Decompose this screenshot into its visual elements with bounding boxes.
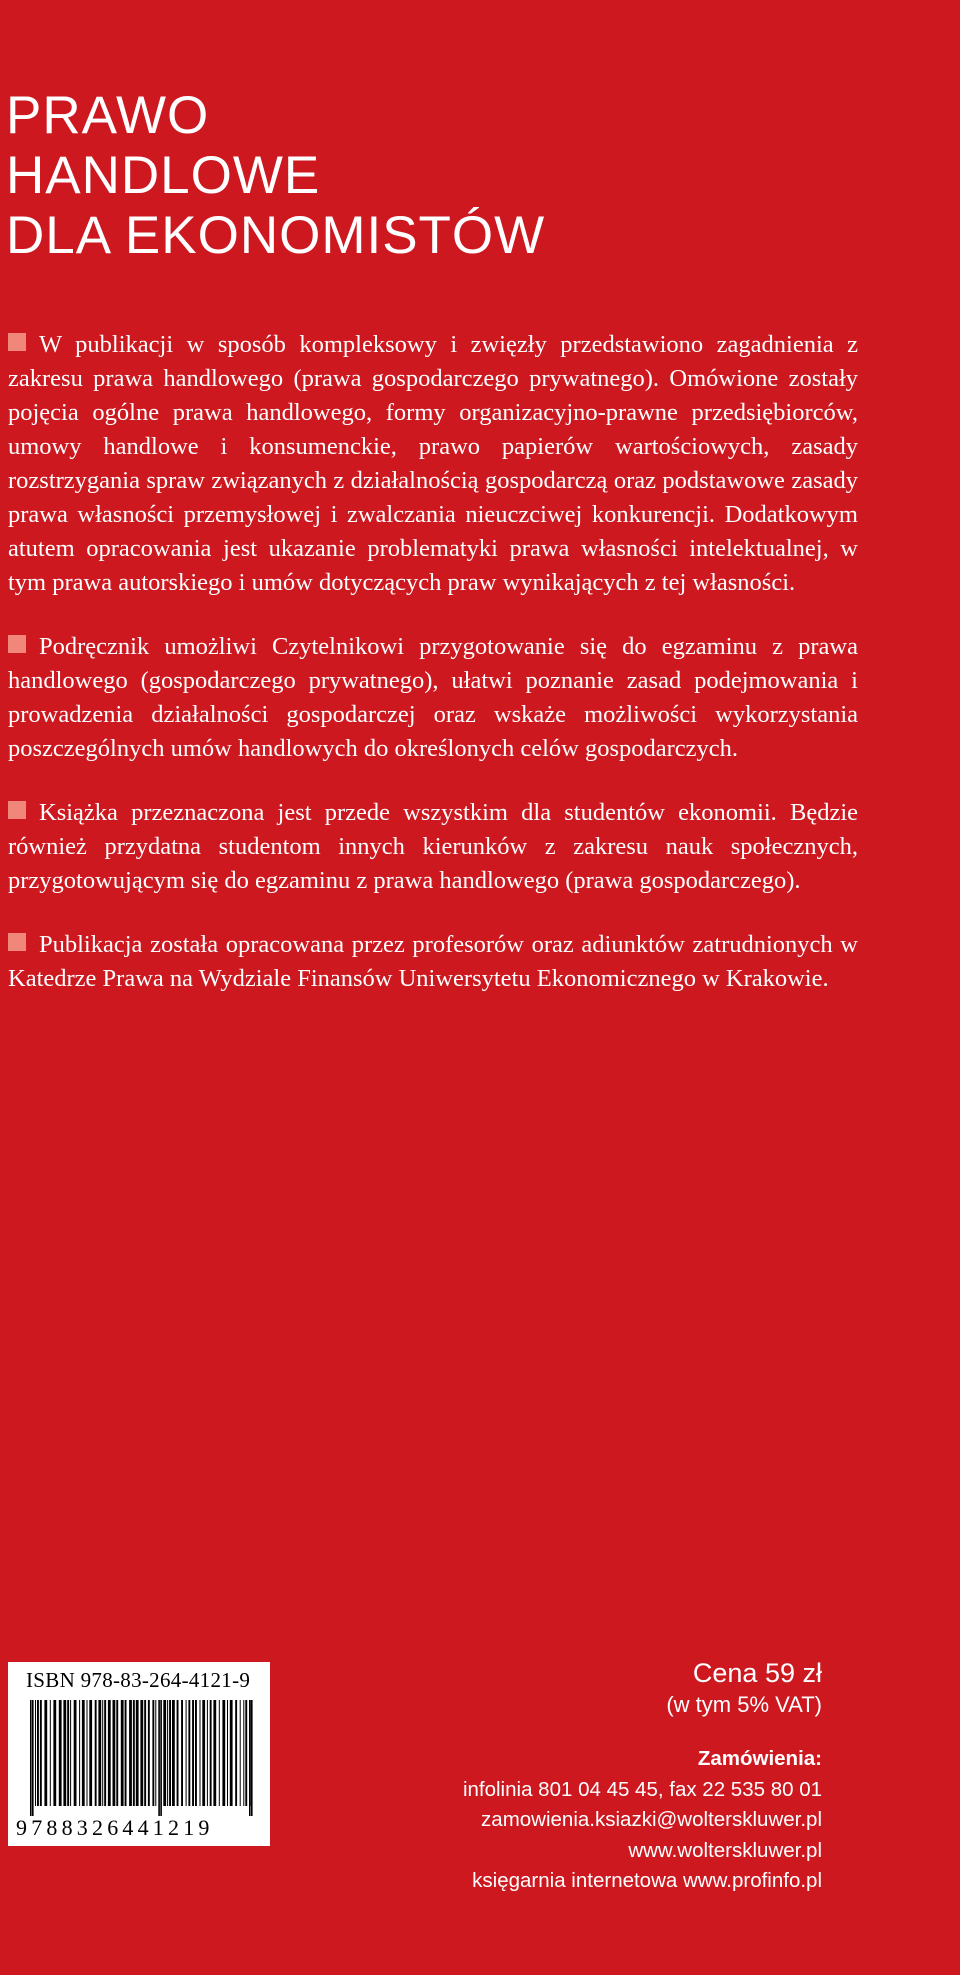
- description: [8, 328, 858, 1026]
- price-block: [666, 1656, 822, 1720]
- square-bullet-icon: [8, 333, 26, 351]
- book-title: [6, 86, 545, 266]
- isbn-label: ISBN 978-83-264-4121-9: [26, 1668, 251, 1692]
- description-paragraph: [8, 928, 858, 996]
- square-bullet-icon: [8, 635, 26, 653]
- description-paragraph: [8, 796, 858, 898]
- ean-digits: 9788326441219: [16, 1815, 214, 1840]
- paragraph-text: Książka przeznaczona jest przede wszystkim dla studentów ekonomii. Będzie również przydatna studentom innych kierunków z zakresu nauk społecznych, przygotowującym się do egzaminu z prawa handlowego (prawa gospodarczego).: [8, 799, 858, 894]
- orders-info: [463, 1744, 822, 1897]
- paragraph-text: W publikacji w sposób kompleksowy i zwięzły przedstawiono zagadnienia z zakresu prawa handlowego (prawa gospodarczego prywatnego). Omówione zostały pojęcia ogólne prawa handlowego, formy organizacyjno-prawne przedsiębiorców, umowy handlowe i konsumenckie, prawo papierów wartościowych, zasady rozstrzygania spraw związanych z działalnością gospodarczą oraz podstawowe zasady prawa własności przemysłowej i zwalczania nieuczciwej konkurencji. Dodatkowym atutem opracowania jest ukazanie problematyki prawa własności intelektualnej, w tym prawa autorskiego i umów dotyczących praw wynikających z tej własności.: [8, 331, 858, 596]
- description-paragraph: [8, 630, 858, 766]
- vat-note: (w tym 5% VAT): [666, 1692, 822, 1717]
- paragraph-text: Podręcznik umożliwi Czytelnikowi przygotowanie się do egzaminu z prawa handlowego (gospodarczego prywatnego), ułatwi poznanie zasad podejmowania i prowadzenia działalności gospodarczej oraz wskaże możliwości wykorzystania poszczególnych umów handlowych do określonych celów gospodarczych.: [8, 633, 858, 762]
- isbn-barcode: [8, 1662, 270, 1846]
- price: Cena 59 zł: [692, 1658, 822, 1688]
- title-line: PRAWO: [6, 86, 210, 145]
- orders-phone: infolinia 801 04 45 45, fax 22 535 80 01: [462, 1777, 822, 1801]
- title-line: HANDLOWE: [6, 146, 321, 205]
- orders-shop: księgarnia internetowa www.profinfo.pl: [472, 1869, 822, 1892]
- barcode-icon: [26, 1700, 258, 1816]
- paragraph-text: Publikacja została opracowana przez profesorów oraz adiunktów zatrudnionych w Katedrze Prawa na Wydziale Finansów Uniwersytetu Ekonomicznego w Krakowie.: [8, 931, 858, 992]
- orders-heading: Zamówienia:: [697, 1747, 822, 1770]
- description-paragraph: [8, 328, 858, 600]
- square-bullet-icon: [8, 933, 26, 951]
- orders-website: www.wolterskluwer.pl: [628, 1838, 822, 1862]
- orders-email: zamowienia.ksiazki@wolterskluwer.pl: [481, 1808, 822, 1831]
- title-line: DLA EKONOMISTÓW: [6, 206, 546, 265]
- square-bullet-icon: [8, 801, 26, 819]
